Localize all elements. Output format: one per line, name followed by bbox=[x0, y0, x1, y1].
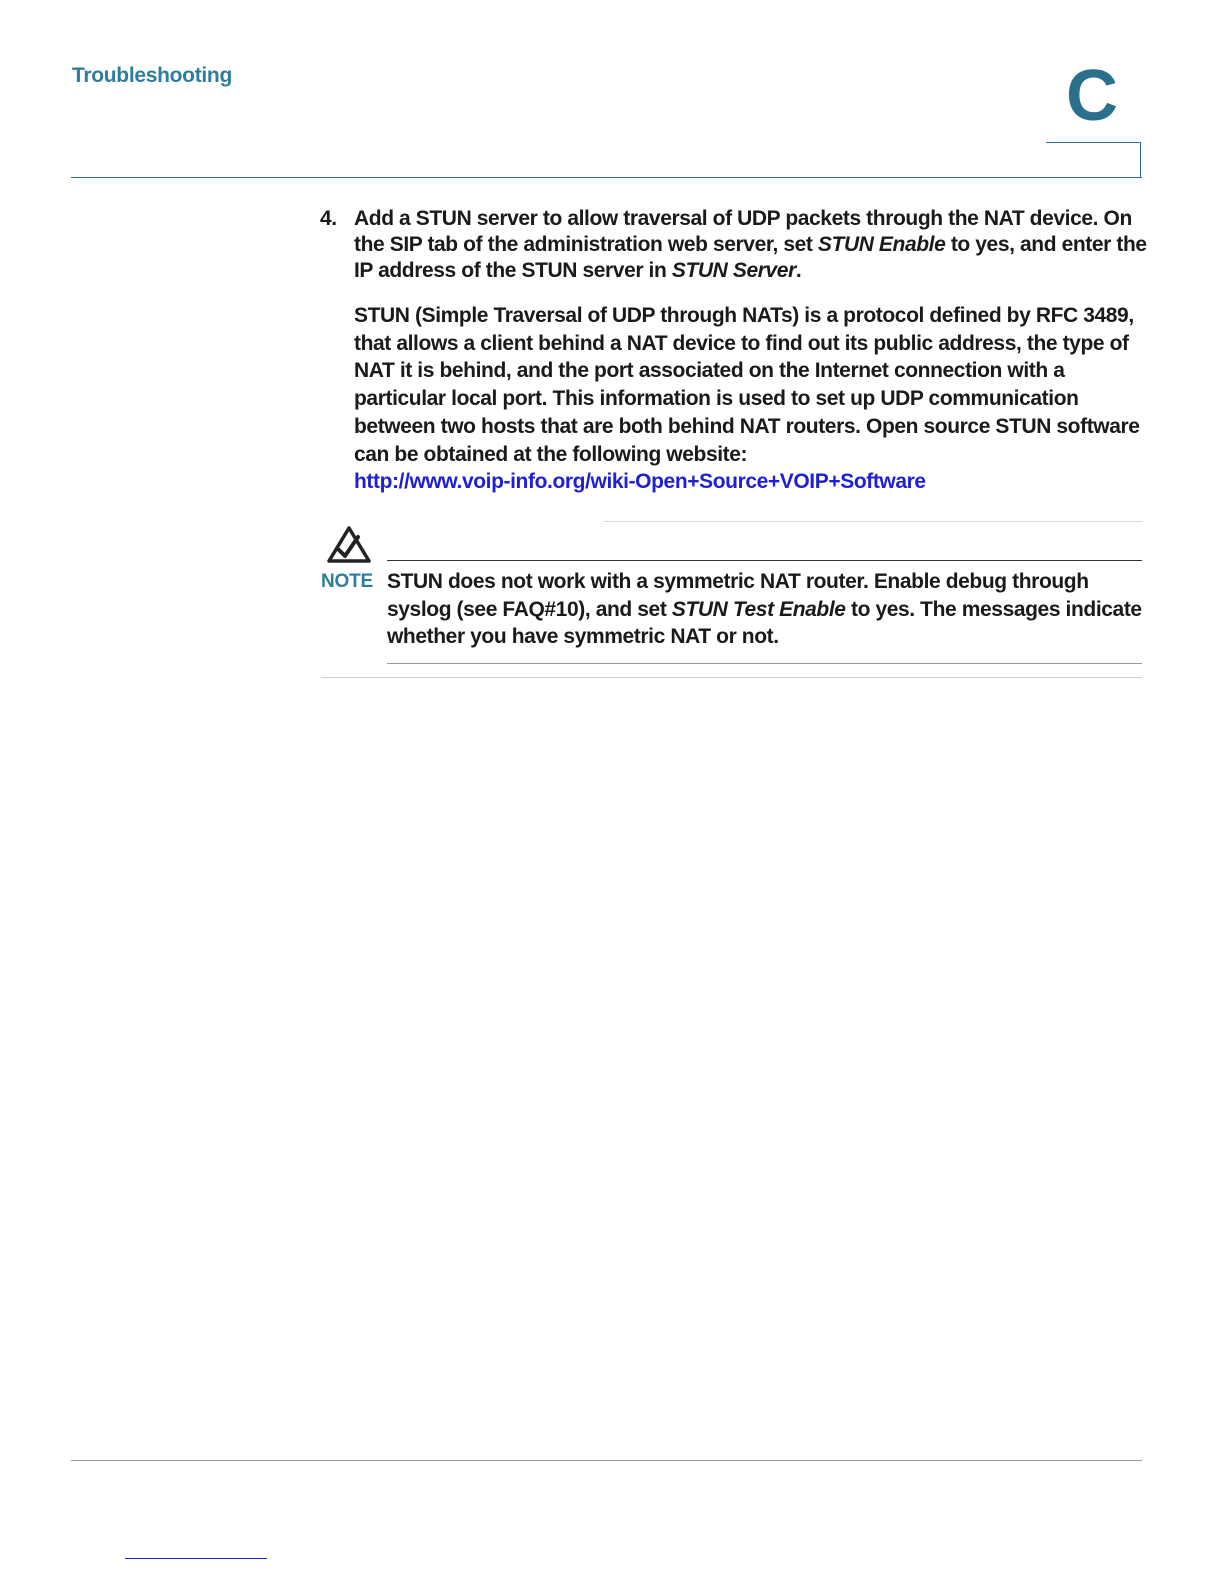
footer-rule bbox=[71, 1460, 1142, 1461]
note-text-part: . The messages indicate whether you have symmetric NAT or not. bbox=[387, 597, 1142, 649]
note-top-rule bbox=[604, 521, 1142, 522]
note-inner-rule bbox=[387, 560, 1142, 561]
step-number: 4. bbox=[320, 207, 337, 230]
step-text-part: , and enter the IP address of the STUN server in bbox=[354, 233, 1147, 282]
step-text-part: to bbox=[945, 233, 976, 256]
voip-info-link[interactable]: http://www.voip-info.org/wiki-Open+Source+VOIP+Software bbox=[354, 470, 926, 494]
stun-description-text: STUN (Simple Traversal of UDP through NATs) is a protocol defined by RFC 3489, that allows a client behind a NAT device to find out its public address, the type of NAT it is behind, and the port associated on the Internet connection with a particular local port. This information is used to set up UDP communication between two hosts that are both behind NAT routers. Open source STUN software can be obtained at the following website: bbox=[354, 304, 1140, 466]
note-bottom-rule-outer bbox=[321, 677, 1142, 678]
chapter-letter: C bbox=[1066, 56, 1118, 136]
note-label: NOTE bbox=[321, 571, 373, 592]
stun-description bbox=[354, 302, 1154, 496]
note-text bbox=[387, 568, 1147, 651]
section-title: Troubleshooting bbox=[72, 64, 232, 87]
chapter-box-border bbox=[1046, 142, 1141, 177]
value-yes: yes bbox=[875, 597, 910, 621]
header-rule bbox=[71, 177, 1142, 178]
step-text bbox=[354, 206, 1150, 284]
note-text-part: STUN does not work with a symmetric NAT router. Enable debug through syslog (see FAQ#10), and set bbox=[387, 570, 1089, 621]
step-text-part: . bbox=[795, 259, 802, 282]
note-text-part: to bbox=[845, 597, 876, 621]
step-text-part: Add a STUN server to allow traversal of UDP packets through the NAT device. On the SIP tab of the administration web server, set bbox=[354, 207, 1132, 256]
step-4 bbox=[320, 206, 1150, 284]
note-bottom-rule bbox=[387, 663, 1142, 664]
field-stun-server: STUN Server bbox=[671, 259, 796, 282]
checkmark-triangle-icon bbox=[326, 525, 372, 565]
field-stun-test-enable: STUN Test Enable bbox=[671, 597, 846, 621]
field-stun-enable: STUN Enable bbox=[817, 233, 946, 256]
value-yes: yes bbox=[975, 233, 1010, 256]
footer-link-underline[interactable] bbox=[125, 1558, 267, 1559]
